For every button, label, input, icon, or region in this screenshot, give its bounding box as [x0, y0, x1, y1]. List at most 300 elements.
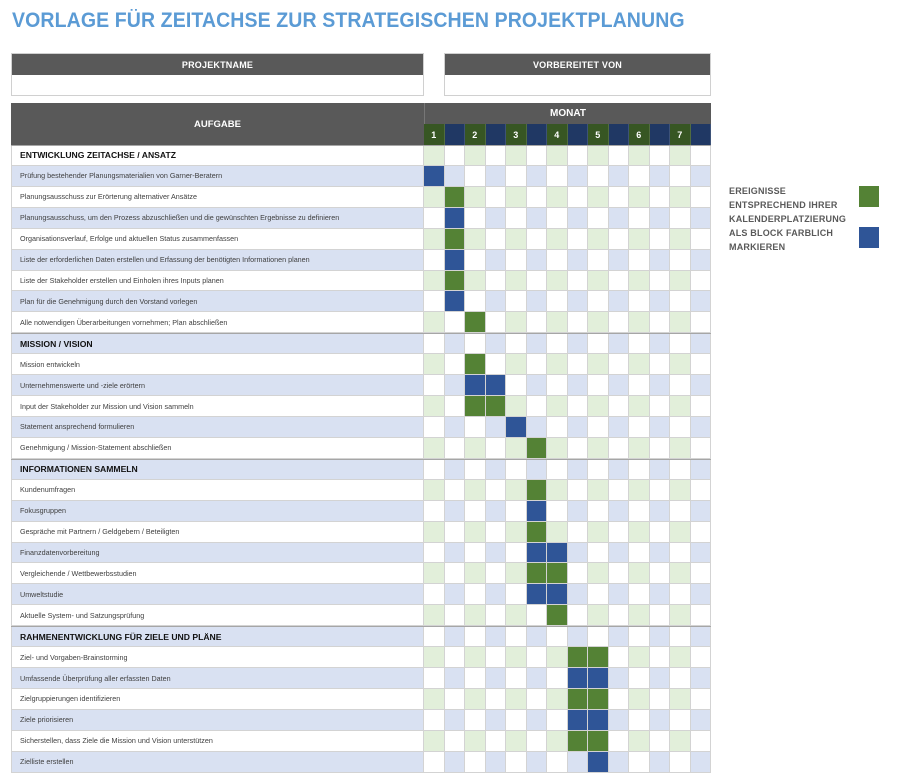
- timeline-cell[interactable]: [568, 563, 589, 583]
- timeline-cell[interactable]: [486, 250, 507, 270]
- timeline-cell[interactable]: [629, 417, 650, 437]
- timeline-block-blue[interactable]: [445, 208, 466, 228]
- timeline-block-blue[interactable]: [588, 710, 609, 730]
- timeline-cell[interactable]: [588, 438, 609, 458]
- timeline-cell[interactable]: [506, 501, 527, 521]
- timeline-block-blue[interactable]: [424, 166, 445, 186]
- timeline-cell[interactable]: [424, 312, 445, 332]
- timeline-cell[interactable]: [609, 312, 630, 332]
- timeline-block-green[interactable]: [527, 563, 548, 583]
- timeline-cell[interactable]: [609, 375, 630, 395]
- timeline-cell[interactable]: [506, 752, 527, 772]
- timeline-cell[interactable]: [691, 522, 712, 542]
- timeline-cell[interactable]: [568, 166, 589, 186]
- timeline-cell[interactable]: [629, 166, 650, 186]
- timeline-cell[interactable]: [670, 375, 691, 395]
- timeline-cell[interactable]: [670, 417, 691, 437]
- timeline-cell[interactable]: [629, 584, 650, 604]
- timeline-block-blue[interactable]: [445, 291, 466, 311]
- timeline-cell[interactable]: [445, 501, 466, 521]
- timeline-cell[interactable]: [568, 250, 589, 270]
- timeline-cell[interactable]: [588, 250, 609, 270]
- timeline-cell[interactable]: [547, 291, 568, 311]
- timeline-cell[interactable]: [588, 480, 609, 500]
- timeline-cell[interactable]: [670, 291, 691, 311]
- timeline-cell[interactable]: [486, 627, 507, 646]
- timeline-cell[interactable]: [609, 480, 630, 500]
- timeline-cell[interactable]: [445, 647, 466, 667]
- timeline-cell[interactable]: [629, 501, 650, 521]
- timeline-cell[interactable]: [527, 460, 548, 479]
- timeline-block-blue[interactable]: [568, 668, 589, 688]
- timeline-cell[interactable]: [506, 543, 527, 563]
- timeline-cell[interactable]: [609, 627, 630, 646]
- timeline-cell[interactable]: [424, 146, 445, 165]
- task-label[interactable]: Genehmigung / Mission-Statement abschließen: [11, 438, 424, 458]
- timeline-cell[interactable]: [670, 522, 691, 542]
- timeline-cell[interactable]: [588, 460, 609, 479]
- timeline-cell[interactable]: [609, 334, 630, 353]
- task-label[interactable]: Liste der erforderlichen Daten erstellen und Erfassung der benötigten Informationen planen: [11, 250, 424, 270]
- task-label[interactable]: Input der Stakeholder zur Mission und Vision sammeln: [11, 396, 424, 416]
- timeline-cell[interactable]: [465, 250, 486, 270]
- timeline-cell[interactable]: [424, 208, 445, 228]
- timeline-cell[interactable]: [527, 229, 548, 249]
- timeline-cell[interactable]: [588, 291, 609, 311]
- timeline-cell[interactable]: [650, 605, 671, 625]
- timeline-cell[interactable]: [588, 354, 609, 374]
- timeline-cell[interactable]: [527, 375, 548, 395]
- timeline-cell[interactable]: [424, 563, 445, 583]
- timeline-cell[interactable]: [547, 460, 568, 479]
- timeline-cell[interactable]: [547, 146, 568, 165]
- timeline-cell[interactable]: [568, 291, 589, 311]
- timeline-cell[interactable]: [506, 480, 527, 500]
- timeline-cell[interactable]: [650, 563, 671, 583]
- timeline-cell[interactable]: [609, 417, 630, 437]
- timeline-block-blue[interactable]: [506, 417, 527, 437]
- timeline-cell[interactable]: [424, 417, 445, 437]
- timeline-cell[interactable]: [588, 584, 609, 604]
- timeline-cell[interactable]: [568, 417, 589, 437]
- timeline-cell[interactable]: [465, 501, 486, 521]
- timeline-cell[interactable]: [445, 354, 466, 374]
- timeline-cell[interactable]: [445, 396, 466, 416]
- timeline-cell[interactable]: [691, 417, 712, 437]
- timeline-cell[interactable]: [445, 689, 466, 709]
- timeline-block-green[interactable]: [588, 689, 609, 709]
- timeline-block-green[interactable]: [445, 271, 466, 291]
- timeline-cell[interactable]: [527, 731, 548, 751]
- timeline-cell[interactable]: [609, 689, 630, 709]
- timeline-cell[interactable]: [465, 627, 486, 646]
- timeline-block-green[interactable]: [486, 396, 507, 416]
- timeline-cell[interactable]: [670, 396, 691, 416]
- timeline-block-blue[interactable]: [445, 250, 466, 270]
- timeline-cell[interactable]: [486, 417, 507, 437]
- timeline-cell[interactable]: [445, 731, 466, 751]
- timeline-cell[interactable]: [691, 752, 712, 772]
- timeline-cell[interactable]: [445, 375, 466, 395]
- timeline-cell[interactable]: [650, 396, 671, 416]
- timeline-block-blue[interactable]: [527, 584, 548, 604]
- timeline-cell[interactable]: [465, 460, 486, 479]
- timeline-cell[interactable]: [588, 417, 609, 437]
- timeline-cell[interactable]: [609, 438, 630, 458]
- timeline-cell[interactable]: [588, 208, 609, 228]
- timeline-cell[interactable]: [650, 312, 671, 332]
- timeline-cell[interactable]: [568, 584, 589, 604]
- timeline-cell[interactable]: [609, 146, 630, 165]
- timeline-cell[interactable]: [670, 334, 691, 353]
- timeline-cell[interactable]: [465, 334, 486, 353]
- timeline-cell[interactable]: [424, 354, 445, 374]
- timeline-cell[interactable]: [465, 146, 486, 165]
- timeline-cell[interactable]: [465, 752, 486, 772]
- timeline-cell[interactable]: [486, 187, 507, 207]
- timeline-cell[interactable]: [465, 438, 486, 458]
- timeline-cell[interactable]: [609, 460, 630, 479]
- timeline-block-blue[interactable]: [588, 668, 609, 688]
- timeline-cell[interactable]: [547, 710, 568, 730]
- timeline-cell[interactable]: [650, 668, 671, 688]
- task-label[interactable]: Finanzdatenvorbereitung: [11, 543, 424, 563]
- timeline-cell[interactable]: [691, 501, 712, 521]
- timeline-cell[interactable]: [588, 271, 609, 291]
- timeline-cell[interactable]: [506, 271, 527, 291]
- timeline-cell[interactable]: [670, 752, 691, 772]
- timeline-cell[interactable]: [670, 250, 691, 270]
- timeline-block-green[interactable]: [445, 229, 466, 249]
- timeline-cell[interactable]: [609, 354, 630, 374]
- timeline-cell[interactable]: [465, 291, 486, 311]
- timeline-cell[interactable]: [650, 291, 671, 311]
- timeline-cell[interactable]: [527, 417, 548, 437]
- timeline-cell[interactable]: [670, 501, 691, 521]
- timeline-cell[interactable]: [506, 689, 527, 709]
- timeline-cell[interactable]: [445, 146, 466, 165]
- timeline-cell[interactable]: [609, 543, 630, 563]
- timeline-cell[interactable]: [547, 375, 568, 395]
- timeline-cell[interactable]: [527, 291, 548, 311]
- timeline-cell[interactable]: [547, 166, 568, 186]
- timeline-cell[interactable]: [465, 543, 486, 563]
- timeline-cell[interactable]: [506, 460, 527, 479]
- timeline-cell[interactable]: [547, 334, 568, 353]
- timeline-cell[interactable]: [691, 480, 712, 500]
- timeline-cell[interactable]: [547, 208, 568, 228]
- timeline-cell[interactable]: [629, 334, 650, 353]
- task-label[interactable]: Ziele priorisieren: [11, 710, 424, 730]
- timeline-cell[interactable]: [486, 647, 507, 667]
- timeline-cell[interactable]: [424, 543, 445, 563]
- task-label[interactable]: Organisationsverlauf, Erfolge und aktuellen Status zusammenfassen: [11, 229, 424, 249]
- timeline-cell[interactable]: [588, 229, 609, 249]
- timeline-cell[interactable]: [506, 334, 527, 353]
- timeline-cell[interactable]: [527, 146, 548, 165]
- timeline-cell[interactable]: [568, 334, 589, 353]
- timeline-cell[interactable]: [486, 334, 507, 353]
- timeline-cell[interactable]: [691, 668, 712, 688]
- timeline-block-blue[interactable]: [568, 710, 589, 730]
- timeline-cell[interactable]: [506, 731, 527, 751]
- task-label[interactable]: Gespräche mit Partnern / Geldgebern / Beteiligten: [11, 522, 424, 542]
- timeline-cell[interactable]: [609, 752, 630, 772]
- timeline-cell[interactable]: [445, 668, 466, 688]
- timeline-cell[interactable]: [424, 229, 445, 249]
- task-label[interactable]: Mission entwickeln: [11, 354, 424, 374]
- timeline-cell[interactable]: [465, 689, 486, 709]
- timeline-cell[interactable]: [609, 229, 630, 249]
- timeline-cell[interactable]: [670, 354, 691, 374]
- timeline-cell[interactable]: [691, 208, 712, 228]
- timeline-cell[interactable]: [465, 208, 486, 228]
- timeline-cell[interactable]: [609, 522, 630, 542]
- timeline-cell[interactable]: [527, 627, 548, 646]
- timeline-cell[interactable]: [670, 146, 691, 165]
- timeline-cell[interactable]: [691, 710, 712, 730]
- timeline-cell[interactable]: [588, 334, 609, 353]
- timeline-cell[interactable]: [547, 501, 568, 521]
- timeline-cell[interactable]: [506, 710, 527, 730]
- timeline-cell[interactable]: [629, 291, 650, 311]
- timeline-cell[interactable]: [424, 668, 445, 688]
- timeline-cell[interactable]: [527, 271, 548, 291]
- timeline-cell[interactable]: [506, 166, 527, 186]
- timeline-cell[interactable]: [424, 689, 445, 709]
- timeline-cell[interactable]: [691, 584, 712, 604]
- timeline-block-green[interactable]: [568, 689, 589, 709]
- timeline-cell[interactable]: [609, 668, 630, 688]
- timeline-cell[interactable]: [650, 584, 671, 604]
- timeline-cell[interactable]: [588, 563, 609, 583]
- timeline-cell[interactable]: [465, 647, 486, 667]
- timeline-cell[interactable]: [445, 584, 466, 604]
- timeline-cell[interactable]: [650, 375, 671, 395]
- timeline-cell[interactable]: [486, 563, 507, 583]
- timeline-cell[interactable]: [445, 480, 466, 500]
- timeline-cell[interactable]: [424, 396, 445, 416]
- timeline-block-green[interactable]: [527, 480, 548, 500]
- timeline-block-green[interactable]: [588, 731, 609, 751]
- timeline-cell[interactable]: [568, 501, 589, 521]
- timeline-cell[interactable]: [629, 146, 650, 165]
- timeline-cell[interactable]: [629, 460, 650, 479]
- timeline-cell[interactable]: [486, 501, 507, 521]
- task-label[interactable]: Prüfung bestehender Planungsmaterialien von Garner-Beratern: [11, 166, 424, 186]
- timeline-cell[interactable]: [486, 146, 507, 165]
- timeline-cell[interactable]: [424, 710, 445, 730]
- timeline-cell[interactable]: [465, 710, 486, 730]
- timeline-cell[interactable]: [691, 354, 712, 374]
- timeline-cell[interactable]: [506, 584, 527, 604]
- timeline-cell[interactable]: [506, 627, 527, 646]
- timeline-cell[interactable]: [547, 187, 568, 207]
- timeline-cell[interactable]: [424, 250, 445, 270]
- timeline-cell[interactable]: [506, 522, 527, 542]
- timeline-cell[interactable]: [670, 710, 691, 730]
- timeline-block-green[interactable]: [465, 312, 486, 332]
- timeline-cell[interactable]: [424, 584, 445, 604]
- timeline-cell[interactable]: [629, 354, 650, 374]
- timeline-cell[interactable]: [629, 250, 650, 270]
- timeline-cell[interactable]: [650, 501, 671, 521]
- task-label[interactable]: Aktuelle System- und Satzungsprüfung: [11, 605, 424, 625]
- timeline-block-green[interactable]: [445, 187, 466, 207]
- timeline-cell[interactable]: [650, 271, 671, 291]
- timeline-block-blue[interactable]: [465, 375, 486, 395]
- timeline-cell[interactable]: [547, 752, 568, 772]
- timeline-cell[interactable]: [588, 146, 609, 165]
- timeline-cell[interactable]: [445, 710, 466, 730]
- task-label[interactable]: Kundenumfragen: [11, 480, 424, 500]
- timeline-cell[interactable]: [465, 417, 486, 437]
- timeline-cell[interactable]: [465, 584, 486, 604]
- task-label[interactable]: Umfassende Überprüfung aller erfassten Daten: [11, 668, 424, 688]
- timeline-cell[interactable]: [568, 396, 589, 416]
- timeline-cell[interactable]: [527, 605, 548, 625]
- timeline-cell[interactable]: [650, 438, 671, 458]
- timeline-cell[interactable]: [465, 187, 486, 207]
- prepared-by-field[interactable]: [445, 75, 710, 95]
- timeline-cell[interactable]: [629, 522, 650, 542]
- timeline-cell[interactable]: [465, 229, 486, 249]
- timeline-cell[interactable]: [588, 396, 609, 416]
- timeline-cell[interactable]: [547, 396, 568, 416]
- timeline-cell[interactable]: [670, 731, 691, 751]
- timeline-cell[interactable]: [670, 543, 691, 563]
- timeline-cell[interactable]: [568, 460, 589, 479]
- timeline-cell[interactable]: [629, 229, 650, 249]
- timeline-cell[interactable]: [568, 752, 589, 772]
- timeline-cell[interactable]: [445, 563, 466, 583]
- timeline-cell[interactable]: [424, 605, 445, 625]
- task-label[interactable]: Umweltstudie: [11, 584, 424, 604]
- timeline-cell[interactable]: [670, 229, 691, 249]
- timeline-cell[interactable]: [486, 710, 507, 730]
- timeline-cell[interactable]: [465, 563, 486, 583]
- task-label[interactable]: Zielliste erstellen: [11, 752, 424, 772]
- timeline-cell[interactable]: [670, 166, 691, 186]
- timeline-cell[interactable]: [465, 480, 486, 500]
- timeline-cell[interactable]: [424, 647, 445, 667]
- timeline-cell[interactable]: [445, 312, 466, 332]
- timeline-cell[interactable]: [547, 522, 568, 542]
- timeline-block-blue[interactable]: [588, 752, 609, 772]
- timeline-cell[interactable]: [547, 417, 568, 437]
- timeline-cell[interactable]: [670, 647, 691, 667]
- timeline-cell[interactable]: [650, 710, 671, 730]
- timeline-cell[interactable]: [609, 291, 630, 311]
- timeline-cell[interactable]: [424, 187, 445, 207]
- timeline-cell[interactable]: [650, 689, 671, 709]
- timeline-cell[interactable]: [547, 271, 568, 291]
- timeline-cell[interactable]: [691, 627, 712, 646]
- timeline-cell[interactable]: [486, 438, 507, 458]
- timeline-cell[interactable]: [609, 563, 630, 583]
- timeline-cell[interactable]: [650, 731, 671, 751]
- timeline-cell[interactable]: [650, 229, 671, 249]
- timeline-cell[interactable]: [670, 668, 691, 688]
- timeline-cell[interactable]: [650, 417, 671, 437]
- timeline-cell[interactable]: [445, 166, 466, 186]
- timeline-cell[interactable]: [568, 375, 589, 395]
- timeline-cell[interactable]: [670, 584, 691, 604]
- timeline-cell[interactable]: [445, 417, 466, 437]
- timeline-cell[interactable]: [588, 605, 609, 625]
- timeline-cell[interactable]: [568, 208, 589, 228]
- timeline-cell[interactable]: [629, 563, 650, 583]
- timeline-cell[interactable]: [486, 460, 507, 479]
- timeline-cell[interactable]: [547, 312, 568, 332]
- timeline-cell[interactable]: [527, 187, 548, 207]
- timeline-cell[interactable]: [486, 731, 507, 751]
- timeline-cell[interactable]: [486, 584, 507, 604]
- task-label[interactable]: Sicherstellen, dass Ziele die Mission und Vision unterstützen: [11, 731, 424, 751]
- timeline-cell[interactable]: [506, 396, 527, 416]
- timeline-cell[interactable]: [527, 312, 548, 332]
- timeline-cell[interactable]: [424, 522, 445, 542]
- timeline-cell[interactable]: [609, 605, 630, 625]
- timeline-cell[interactable]: [650, 460, 671, 479]
- timeline-cell[interactable]: [465, 166, 486, 186]
- section-title[interactable]: ENTWICKLUNG ZEITACHSE / ANSATZ: [11, 146, 424, 165]
- timeline-cell[interactable]: [629, 187, 650, 207]
- timeline-cell[interactable]: [486, 605, 507, 625]
- timeline-cell[interactable]: [527, 166, 548, 186]
- timeline-cell[interactable]: [568, 312, 589, 332]
- timeline-cell[interactable]: [588, 166, 609, 186]
- timeline-cell[interactable]: [609, 647, 630, 667]
- timeline-cell[interactable]: [588, 187, 609, 207]
- timeline-cell[interactable]: [527, 689, 548, 709]
- timeline-cell[interactable]: [691, 250, 712, 270]
- timeline-block-blue[interactable]: [547, 543, 568, 563]
- timeline-cell[interactable]: [650, 166, 671, 186]
- timeline-cell[interactable]: [486, 166, 507, 186]
- timeline-cell[interactable]: [506, 250, 527, 270]
- timeline-cell[interactable]: [424, 460, 445, 479]
- timeline-cell[interactable]: [629, 396, 650, 416]
- timeline-cell[interactable]: [424, 291, 445, 311]
- timeline-cell[interactable]: [506, 146, 527, 165]
- timeline-cell[interactable]: [629, 312, 650, 332]
- timeline-cell[interactable]: [506, 312, 527, 332]
- timeline-cell[interactable]: [465, 731, 486, 751]
- timeline-cell[interactable]: [527, 668, 548, 688]
- timeline-cell[interactable]: [445, 627, 466, 646]
- timeline-cell[interactable]: [588, 627, 609, 646]
- timeline-block-green[interactable]: [588, 647, 609, 667]
- timeline-cell[interactable]: [629, 271, 650, 291]
- timeline-cell[interactable]: [691, 647, 712, 667]
- timeline-cell[interactable]: [691, 312, 712, 332]
- timeline-cell[interactable]: [568, 605, 589, 625]
- timeline-cell[interactable]: [547, 438, 568, 458]
- timeline-cell[interactable]: [691, 460, 712, 479]
- timeline-cell[interactable]: [609, 187, 630, 207]
- timeline-cell[interactable]: [506, 187, 527, 207]
- timeline-cell[interactable]: [650, 522, 671, 542]
- timeline-cell[interactable]: [650, 627, 671, 646]
- timeline-cell[interactable]: [445, 334, 466, 353]
- timeline-cell[interactable]: [629, 752, 650, 772]
- timeline-cell[interactable]: [424, 752, 445, 772]
- project-name-field[interactable]: [12, 75, 423, 95]
- timeline-cell[interactable]: [547, 250, 568, 270]
- timeline-block-green[interactable]: [465, 396, 486, 416]
- timeline-cell[interactable]: [506, 563, 527, 583]
